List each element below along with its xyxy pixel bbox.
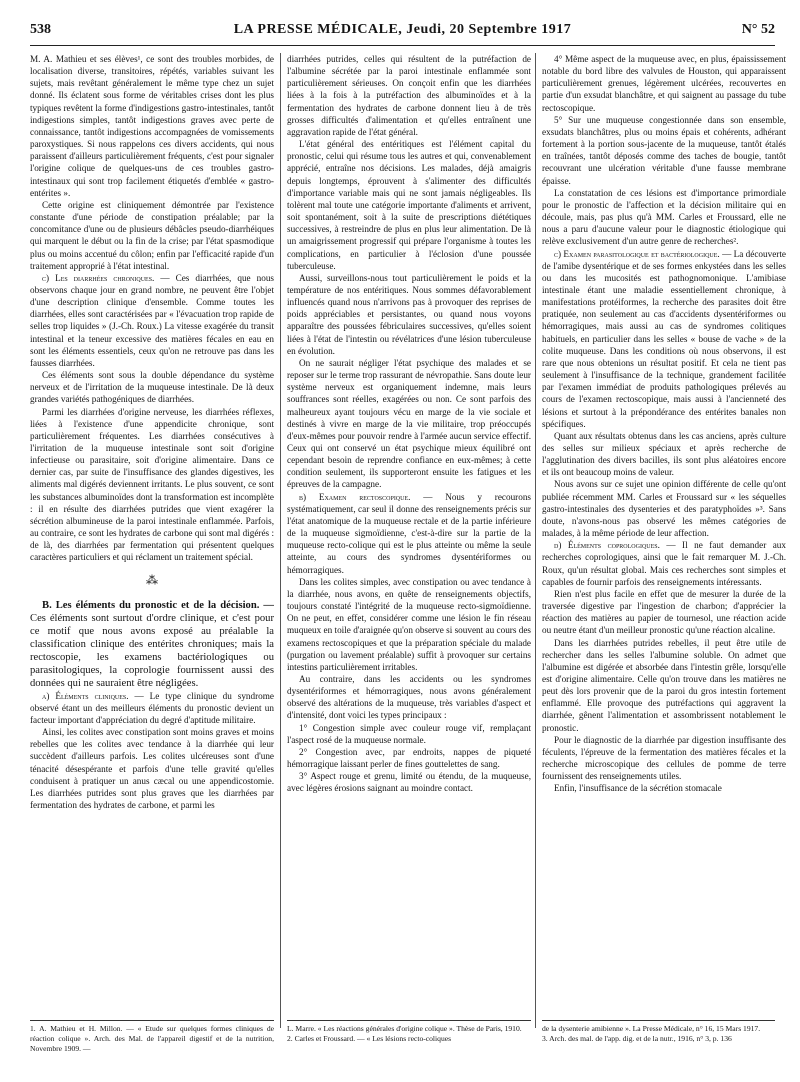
paragraph: La constatation de ces lésions est d'importance primordiale pour le pronostic de l'affection et la décision militaire qui en découle, mais, pas plus qu'à MM. Carles et Froussard, elle ne nous a paru d'aucune valeur pour le diagnostic étiologique qui relève exclusivement d'un autre genre de recherches².	[542, 187, 786, 247]
footnote: 1. A. Mathieu et H. Millon. — « Etude sur quelques formes cliniques de réaction colique ». Arch. des Mal. de l'appareil digestif et de la nutrition, Novembre 1909. —	[30, 1024, 274, 1053]
paragraph	[542, 539, 786, 588]
paragraph	[30, 272, 274, 369]
section-heading: a) Éléments cliniques. —	[42, 690, 144, 701]
section-heading: c) Les diarrhées chroniques. —	[42, 272, 170, 283]
issue-number: N° 52	[741, 22, 775, 37]
column-divider	[280, 53, 281, 1028]
journal-title: LA PRESSE MÉDICALE, Jeudi, 20 Septembre 1917	[233, 22, 572, 37]
paragraph-text: Il ne faut demander aux recherches coprologiques, ainsi que le fait remarquer M. J.-Ch. Roux, qu'un résultat global. Mais ces recherches sont simples et capables de fournir parfois des renseignements intéressants.	[542, 540, 786, 587]
list-item: 1° Congestion simple avec couleur rouge vif, remplaçant l'aspect rosé de la muqueuse normale.	[287, 722, 531, 745]
paragraph: On ne saurait négliger l'état psychique des malades et se reposer sur le terme trop rassurant de névropathie. Sans doute leur système nerveux est organiquement indemne, mais leurs souffrances sont réelles, exagérées ou non. Ce sont parfois des malheureux ayant toujours vécu en marge de la vie sociale et destinés à vivre en marge de la vie militaire, trop préoccupés d'eux-mêmes pour pouvoir rendre à l'armée aucun service effectif. Ceux qui ont conservé un état psychique mieux équilibré ont cependant besoin de reprendre confiance en eux-mêmes; à cette condition seulement, ils supporteront ensuite les fatigues et les épreuves de la campagne.	[287, 357, 531, 490]
paragraph: diarrhées putrides, celles qui résultent de la putréfaction de l'albumine sécrétée par la paroi intestinale enflammée sont particulièrement sérieuses. On conçoit enfin que les diarrhées liées à la fois à la putréfaction des albuminoïdes et à la fermentation des hydrates de carbone donnent lieu à de très grosses difficultés d'alimentation et qu'elles entraînent une aggravation rapide de l'état général.	[287, 54, 531, 137]
footnote: L. Marre. « Les réactions générales d'origine colique ». Thèse de Paris, 1910. 2. Carles et Froussard. — « Les lésions recto-coliques	[287, 1024, 522, 1043]
paragraph-text: Nous y recourons systématiquement, car seul il donne des renseignements précis sur l'état anatomique de la muqueuse rectale et de la partie inférieure de la muqueuse sigmoïdienne, c'est-à-dire sur la partie de la muqueuse recto-colique qui est le plus atteinte ou même la seule atteinte, au cours des syndromes dysentériformes ou hémorragiques.	[287, 491, 531, 575]
paragraph	[542, 248, 786, 430]
list-item: 3° Aspect rouge et grenu, limité ou étendu, de la muqueuse, avec légères érosions saignant au moindre contact.	[287, 771, 531, 794]
section-paragraph	[30, 599, 274, 690]
section-separator: ⁂	[146, 572, 158, 587]
paragraph: L'état général des entéritiques est l'élément capital du pronostic, celui qui résume tous les autres et qui, convenablement apprécié, entraîne nos décisions. Les malades, déjà amaigris depuis longtemps, éprouvent à s'alimenter des difficultés d'importance variable mais qui ne sont jamais négligeables. Ils tolèrent mal toute une catégorie importante d'aliments et arrivent, soit spontanément, soit à la suite de prescriptions diététiques successives, à restreindre de plus en plus leur alimentation. De là un amaigrissement progressif qui prépare l'organisme à toutes les complications, en particulier à l'éclosion d'une poussée tuberculeuse.	[287, 139, 531, 271]
footnote-rule	[287, 1020, 531, 1021]
column-2	[287, 53, 531, 1018]
paragraph: Aussi, surveillons-nous tout particulièrement le poids et la température de nos entéritiques. Nous sommes défavorablement influencés quand nous n'arrivons pas à provoquer des reprises de poids appréciables et persistantes, ou quand nous voyons apparaître des poussées fébriculaires successives, qu'elles soient liées à l'état de l'intestin ou révélatrices d'une lésion tuberculeuse en évolution.	[287, 272, 531, 356]
paragraph	[30, 690, 274, 726]
paragraph: Ces éléments sont sous la double dépendance du système nerveux et de l'irritation de la muqueuse intestinale. De là deux grandes variétés pathogéniques de diarrhées.	[30, 370, 274, 405]
list-item: 4° Même aspect de la muqueuse avec, en plus, épaississement notable du bord libre des valvules de Houston, qui apparaissent particulièrement grenues, légèrement ulcérées, recouvertes en partie d'un exsudat blanchâtre, et qui saignent au passage du tube rectoscopique.	[542, 54, 786, 113]
section-heading: d) Éléments coprologiques. —	[554, 540, 676, 551]
column-3	[542, 53, 786, 1018]
section-title: B. Les éléments du pronostic et de la décision. —	[42, 599, 274, 611]
section-heading: b) Examen rectoscopique. —	[299, 491, 433, 502]
paragraph: Cette origine est cliniquement démontrée par l'existence constante d'une période de constipation préalable; par la concomitance d'une ou de plusieurs débâcles pseudo-diarrhéiques qui marquent le début ou la fin de la crise; par l'état spasmodique plus ou moins accentué du côlon; enfin par l'efficacité rapide d'un traitement approprié à l'état intestinal.	[30, 199, 274, 271]
paragraph: Quant aux résultats obtenus dans les cas anciens, après culture des selles sur milieux spéciaux et après recherche de l'agglutination des divers bacilles, ils sont plus aléatoires encore et ils ont beaucoup moins de valeur.	[542, 430, 786, 478]
page-header	[30, 20, 775, 42]
header-rule	[30, 45, 775, 46]
paragraph: Enfin, l'insuffisance de la sécrétion stomacale	[554, 783, 722, 794]
paragraph-text: Ces éléments sont surtout d'ordre clinique, et c'est pour ce motif que nous avons exposé au préalable la classification clinique des entérites chroniques; mais la rectoscopie, les examens bactériologiques ou parasitologiques, la coprologie fournissent aussi des données qui ne sauraient être négligées.	[30, 612, 274, 689]
footnote-rule	[30, 1020, 274, 1021]
paragraph: Nous avons sur ce sujet une opinion différente de celle qu'ont publiée récemment MM. Carles et Froussard sur « les séquelles gastro-intestinales des dysenteries et des paratyphoïdes »³. Sans doute, n'avons-nous pas observé les mêmes catégories de malades, à la même période de leur affection.	[542, 479, 786, 539]
paragraph	[287, 491, 531, 576]
paragraph: Rien n'est plus facile en effet que de mesurer la durée de la traversée digestive par l'ingestion de charbon; d'apprécier la réaction des matières au papier de tournesol, une réaction acide ou neutre étant d'un meilleur pronostic qu'une réaction alcaline.	[542, 588, 786, 636]
footnote: de la dysenterie amibienne ». La Presse Médicale, n° 16, 15 Mars 1917. 3. Arch. des mal. de l'app. dig. et de la nutr., 1916, n° 3, p. 136	[542, 1024, 761, 1043]
paragraph-text: Le type clinique du syndrome observé étant un des meilleurs éléments du pronostic devient un facteur important d'appréciation du degré d'aptitude militaire.	[30, 690, 274, 725]
paragraph-text: Ces diarrhées, que nous observons chaque jour en grand nombre, ne peuvent être l'objet d'une description clinique d'ensemble. Comme toutes les diarrhées, elles sont caractérisées par « l'évacuation trop rapide de selles trop liquides » (J.-Ch. Roux.) La vitesse exagérée du transit intestinal et la teneur excessive des matières fécales en eau en sont les éléments essentiels, ceux qu'on ne retrouve pas dans les fausses diarrhées.	[30, 272, 274, 368]
paragraph: Au contraire, dans les accidents ou les syndromes dysentériformes et hémorragiques, nous avons généralement observé des altérations de la muqueuse, très variables d'aspect et d'intensité, dont voici les types principaux :	[287, 673, 531, 721]
paragraph-text: La découverte de l'amibe dysentérique et de ses formes enkystées dans les selles ou dans les mucosités est pathognomonique. L'amibiase intestinale étant une maladie essentiellement chronique, à manifestations protéiformes, la recherche des parasites doit être pratiquée, non seulement au cas d'accidents dysentériformes ou hémorragiques, mais aussi au cas de syndromes colitiques habituels, en particulier dans les selles « bouse de vache » de la colite muqueuse. Dans les conditions où nous observons, il est rare que nous obtenions un résultat positif. Et cela ne tient pas seulement à l'insuffisance de la technique, grandement facilitée par l'examen immédiat de produits pathologiques prélevés au cours de l'examen rectoscopique, mais aussi à l'ancienneté des lésions et surtout à la prépondérance des entérites banales non spécifiques.	[542, 248, 786, 429]
paragraph: Dans les diarrhées putrides rebelles, il peut être utile de rechercher dans les selles l'albumine soluble. On admet que l'albumine est digérée et absorbée dans l'intestin grêle, lorsqu'elle est d'origine alimentaire. Celle qu'on trouve dans les matières ne peut dès lors provenir que de la paroi du gros intestin fortement enflammé. Elle provoque des putréfactions qui aggravent la diarrhée, gênent l'alimentation et assombrissent notablement le pronostic.	[542, 637, 786, 733]
section-heading: c) Examen parasitologique et bactériologique. —	[554, 248, 732, 259]
column-1	[30, 53, 274, 1018]
paragraph: Ainsi, les colites avec constipation sont moins graves et moins rebelles que les colites avec tendance à la diarrhée qui leur succèdent d'ailleurs parfois. Les colites ulcéreuses sont d'une ténacité désespérante et parfois d'une telle gravité qu'elles conduisent à pratiquer un anus cæcal ou une appendicostomie. Les diarrhées putrides sont plus graves que les diarrhées par fermentation des hydrates de carbone, et parmi les	[30, 727, 274, 810]
paragraph: M. A. Mathieu et ses élèves¹, ce sont des troubles morbides, de localisation diverse, transitoires, répétés, variables suivant les sujets, mais revêtant généralement le même type chez un sujet donné. Ils éclatent sous forme de véritables crises dont les plus typiques revêtent la forme d'indigestions gastro-intestinales, tantôt indigestions simples, tantôt indigestions graves avec perte de connaissance, tantôt indigestions accompagnées de vomissements paroxystiques. Si nous rappelons ces divers accidents, qui nous paraissent d'ailleurs particulièrement fréquents, c'est pour signaler l'origine colique de quelques-uns de ces troubles gastro-intestinaux qui sont trop facilement étiquetés d'emblée « gastro-entérites ».	[30, 54, 274, 198]
paragraph: Dans les colites simples, avec constipation ou avec tendance à la diarrhée, nous avons, en quête de renseignements objectifs, toujours constaté l'intégrité de la muqueuse recto-sigmoïdienne. On ne peut, en effet, considérer comme une lésion le fin réseau muqueux en toile d'araignée qu'on observe si souvent au cours des examens rectoscopiques et que la préparation spéciale du malade (purgation ou lavement préalable) suffit à provoquer sur certains intestins particulièrement irritables.	[287, 576, 531, 672]
footnote-rule	[542, 1020, 775, 1021]
page-number: 538	[30, 22, 51, 37]
paragraph: Parmi les diarrhées d'origine nerveuse, les diarrhées réflexes, liées à l'existence d'une appendicite chronique, sont particulièrement fréquentes. Les diarrhées consécutives à l'irritation de la muqueuse intestinale sont soit d'origine infectieuse ou parasitaire, soit d'origine alimentaire. Dans ce dernier cas, par suite de l'insuffisance des glandes digestives, les aliments mal digérés deviennent irritants. Le plus souvent, ce sont les substances albuminoïdes dont la transformation est incomplète : il en résulte des diarrhées putrides que vient exagérer la sécrétion albumineuse de la paroi intestinale enflammée. Parfois, au contraire, ce sont les hydrates de carbone qui sont mal digérés : de là, des diarrhées par fermentation qui présentent quelques caractères particuliers et qui réclament un traitement spécial.	[30, 406, 274, 563]
paragraph: Pour le diagnostic de la diarrhée par digestion insuffisante des féculents, l'épreuve de la fermentation des matières fécales et la recherche microscopique des cellules de pomme de terre fournissent des renseignements utiles.	[542, 734, 786, 782]
list-item: 5° Sur une muqueuse congestionnée dans son ensemble, exsudats blanchâtres, plus ou moins épais et cohérents, adhérant fortement à la portion sous-jacente de la muqueuse, tantôt étalés en traînées, tantôt déposés comme des taches de bougie, tantôt recouvrant une ulcération véritable d'une fausse membrane épaisse.	[542, 114, 786, 186]
list-item: 2° Congestion avec, par endroits, nappes de piqueté hémorragique laissant perler de fines gouttelettes de sang.	[287, 746, 531, 770]
column-divider	[535, 53, 536, 1028]
